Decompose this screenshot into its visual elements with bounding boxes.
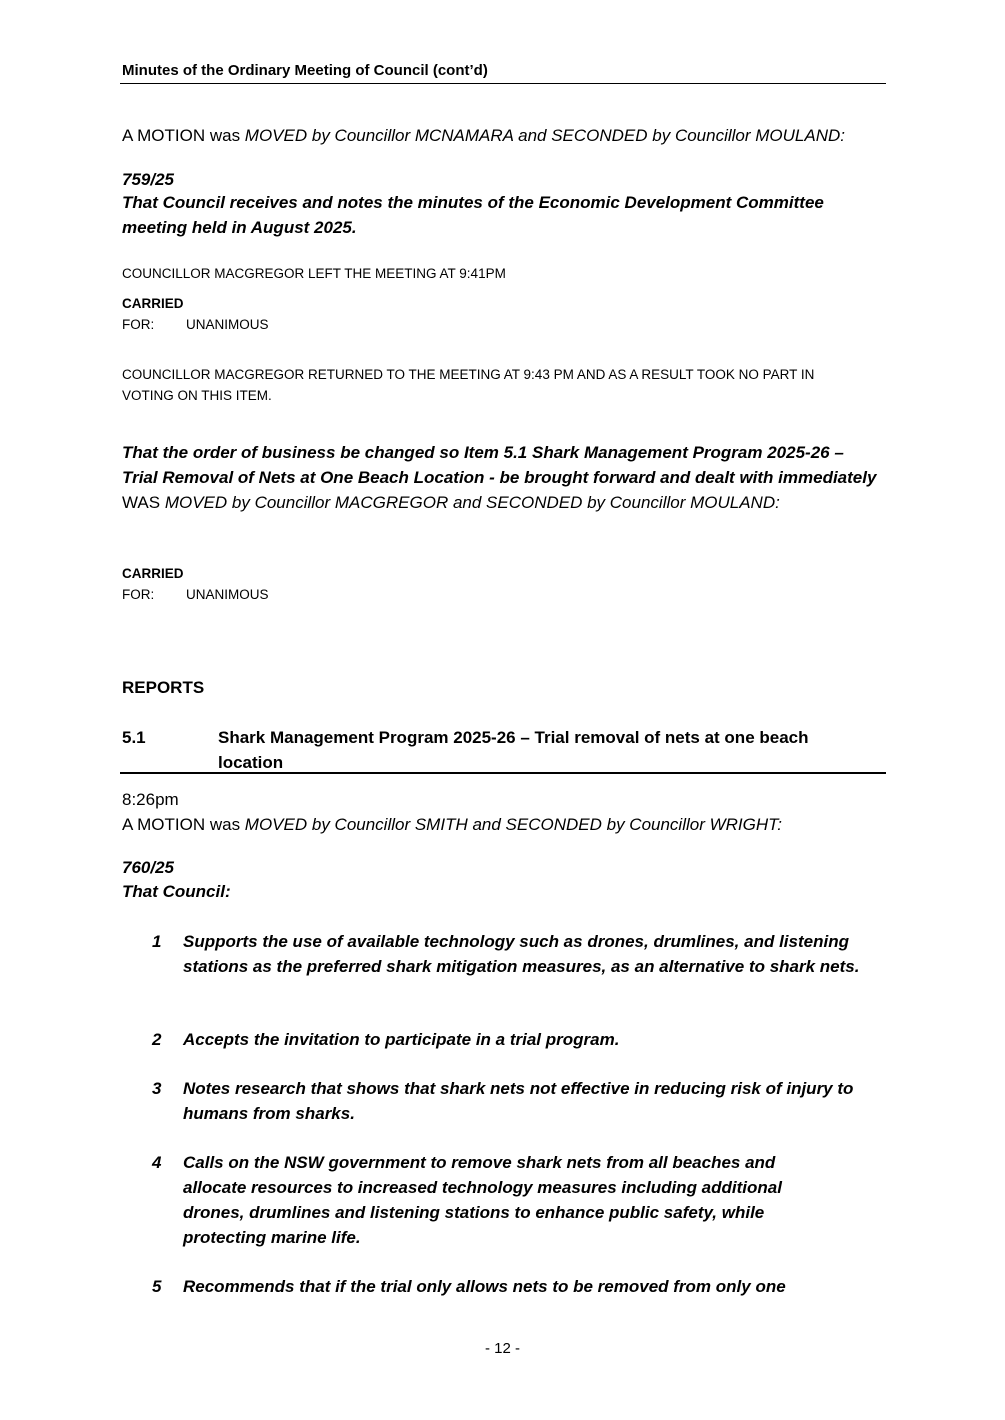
resolution-intro: That Council: xyxy=(122,882,231,901)
list-item-text: Accepts the invitation to participate in a trial program. xyxy=(183,1030,620,1049)
motion-moved: MOVED by Councillor MCNAMARA and SECONDED by Councillor MOULAND: xyxy=(244,126,845,145)
motion-moved: MOVED by Councillor SMITH and SECONDED by Councillor WRIGHT: xyxy=(244,815,782,834)
page-header: Minutes of the Ordinary Meeting of Council (cont’d) xyxy=(122,62,488,79)
section-heading: REPORTS xyxy=(122,678,205,697)
list-number: 5 xyxy=(152,1277,162,1296)
resolution-number: 759/25 xyxy=(122,170,174,189)
item-number: 5.1 xyxy=(122,728,146,747)
list-item-text: Recommends that if the trial only allows nets to be removed from only one xyxy=(183,1277,786,1296)
motion-prefix: A MOTION was xyxy=(122,815,245,834)
list-item-text: Supports the use of available technology such as drones, drumlines, and listening stations as the preferred shark mitigation measures, as an alternative to shark nets. xyxy=(183,932,860,976)
meeting-note: COUNCILLOR MACGREGOR RETURNED TO THE MEETING AT 9:43 PM AND AS A RESULT TOOK NO PART IN VOTING ON THIS ITEM. xyxy=(122,367,815,403)
meeting-note: COUNCILLOR MACGREGOR LEFT THE MEETING AT 9:41PM xyxy=(122,266,506,281)
for-value: UNANIMOUS xyxy=(186,317,269,332)
list-number: 4 xyxy=(152,1153,162,1172)
order-change-moved: MOVED by Councillor MACGREGOR and SECONDED by Councillor MOULAND: xyxy=(164,493,780,512)
for-value: UNANIMOUS xyxy=(186,587,269,602)
order-change-was: WAS xyxy=(122,493,165,512)
header-divider xyxy=(120,83,886,84)
carried-label: CARRIED xyxy=(122,296,184,311)
motion-statement xyxy=(122,812,886,837)
carried-label: CARRIED xyxy=(122,566,184,581)
item-divider xyxy=(120,772,886,774)
page-number: - 12 - xyxy=(484,1340,520,1357)
resolution-text: That Council receives and notes the minutes of the Economic Development Committee meeting held in August 2025. xyxy=(122,193,824,237)
vote-line xyxy=(122,584,886,605)
vote-line xyxy=(122,314,886,335)
motion-statement xyxy=(122,123,886,148)
list-item-text: Calls on the NSW government to remove shark nets from all beaches and allocate resources to increased technology measures including additional drones, drumlines and listening stations to enhance public safety, while protecting marine life. xyxy=(183,1153,782,1247)
list-number: 1 xyxy=(152,932,162,951)
list-number: 2 xyxy=(152,1030,162,1049)
item-time: 8:26pm xyxy=(122,790,179,809)
resolution-number: 760/25 xyxy=(122,858,174,877)
for-label: FOR: xyxy=(122,317,155,332)
order-change-statement xyxy=(122,440,882,515)
list-item-text: Notes research that shows that shark nets not effective in reducing risk of injury to humans from sharks. xyxy=(183,1079,854,1123)
item-title: Shark Management Program 2025-26 – Trial removal of nets at one beach location xyxy=(218,728,809,772)
list-number: 3 xyxy=(152,1079,162,1098)
order-change-text: That the order of business be changed so Item 5.1 Shark Management Program 2025-26 – Trial Removal of Nets at One Beach Location - be brought forward and dealt with immediately xyxy=(122,443,877,487)
motion-prefix: A MOTION was xyxy=(122,126,245,145)
for-label: FOR: xyxy=(122,587,155,602)
